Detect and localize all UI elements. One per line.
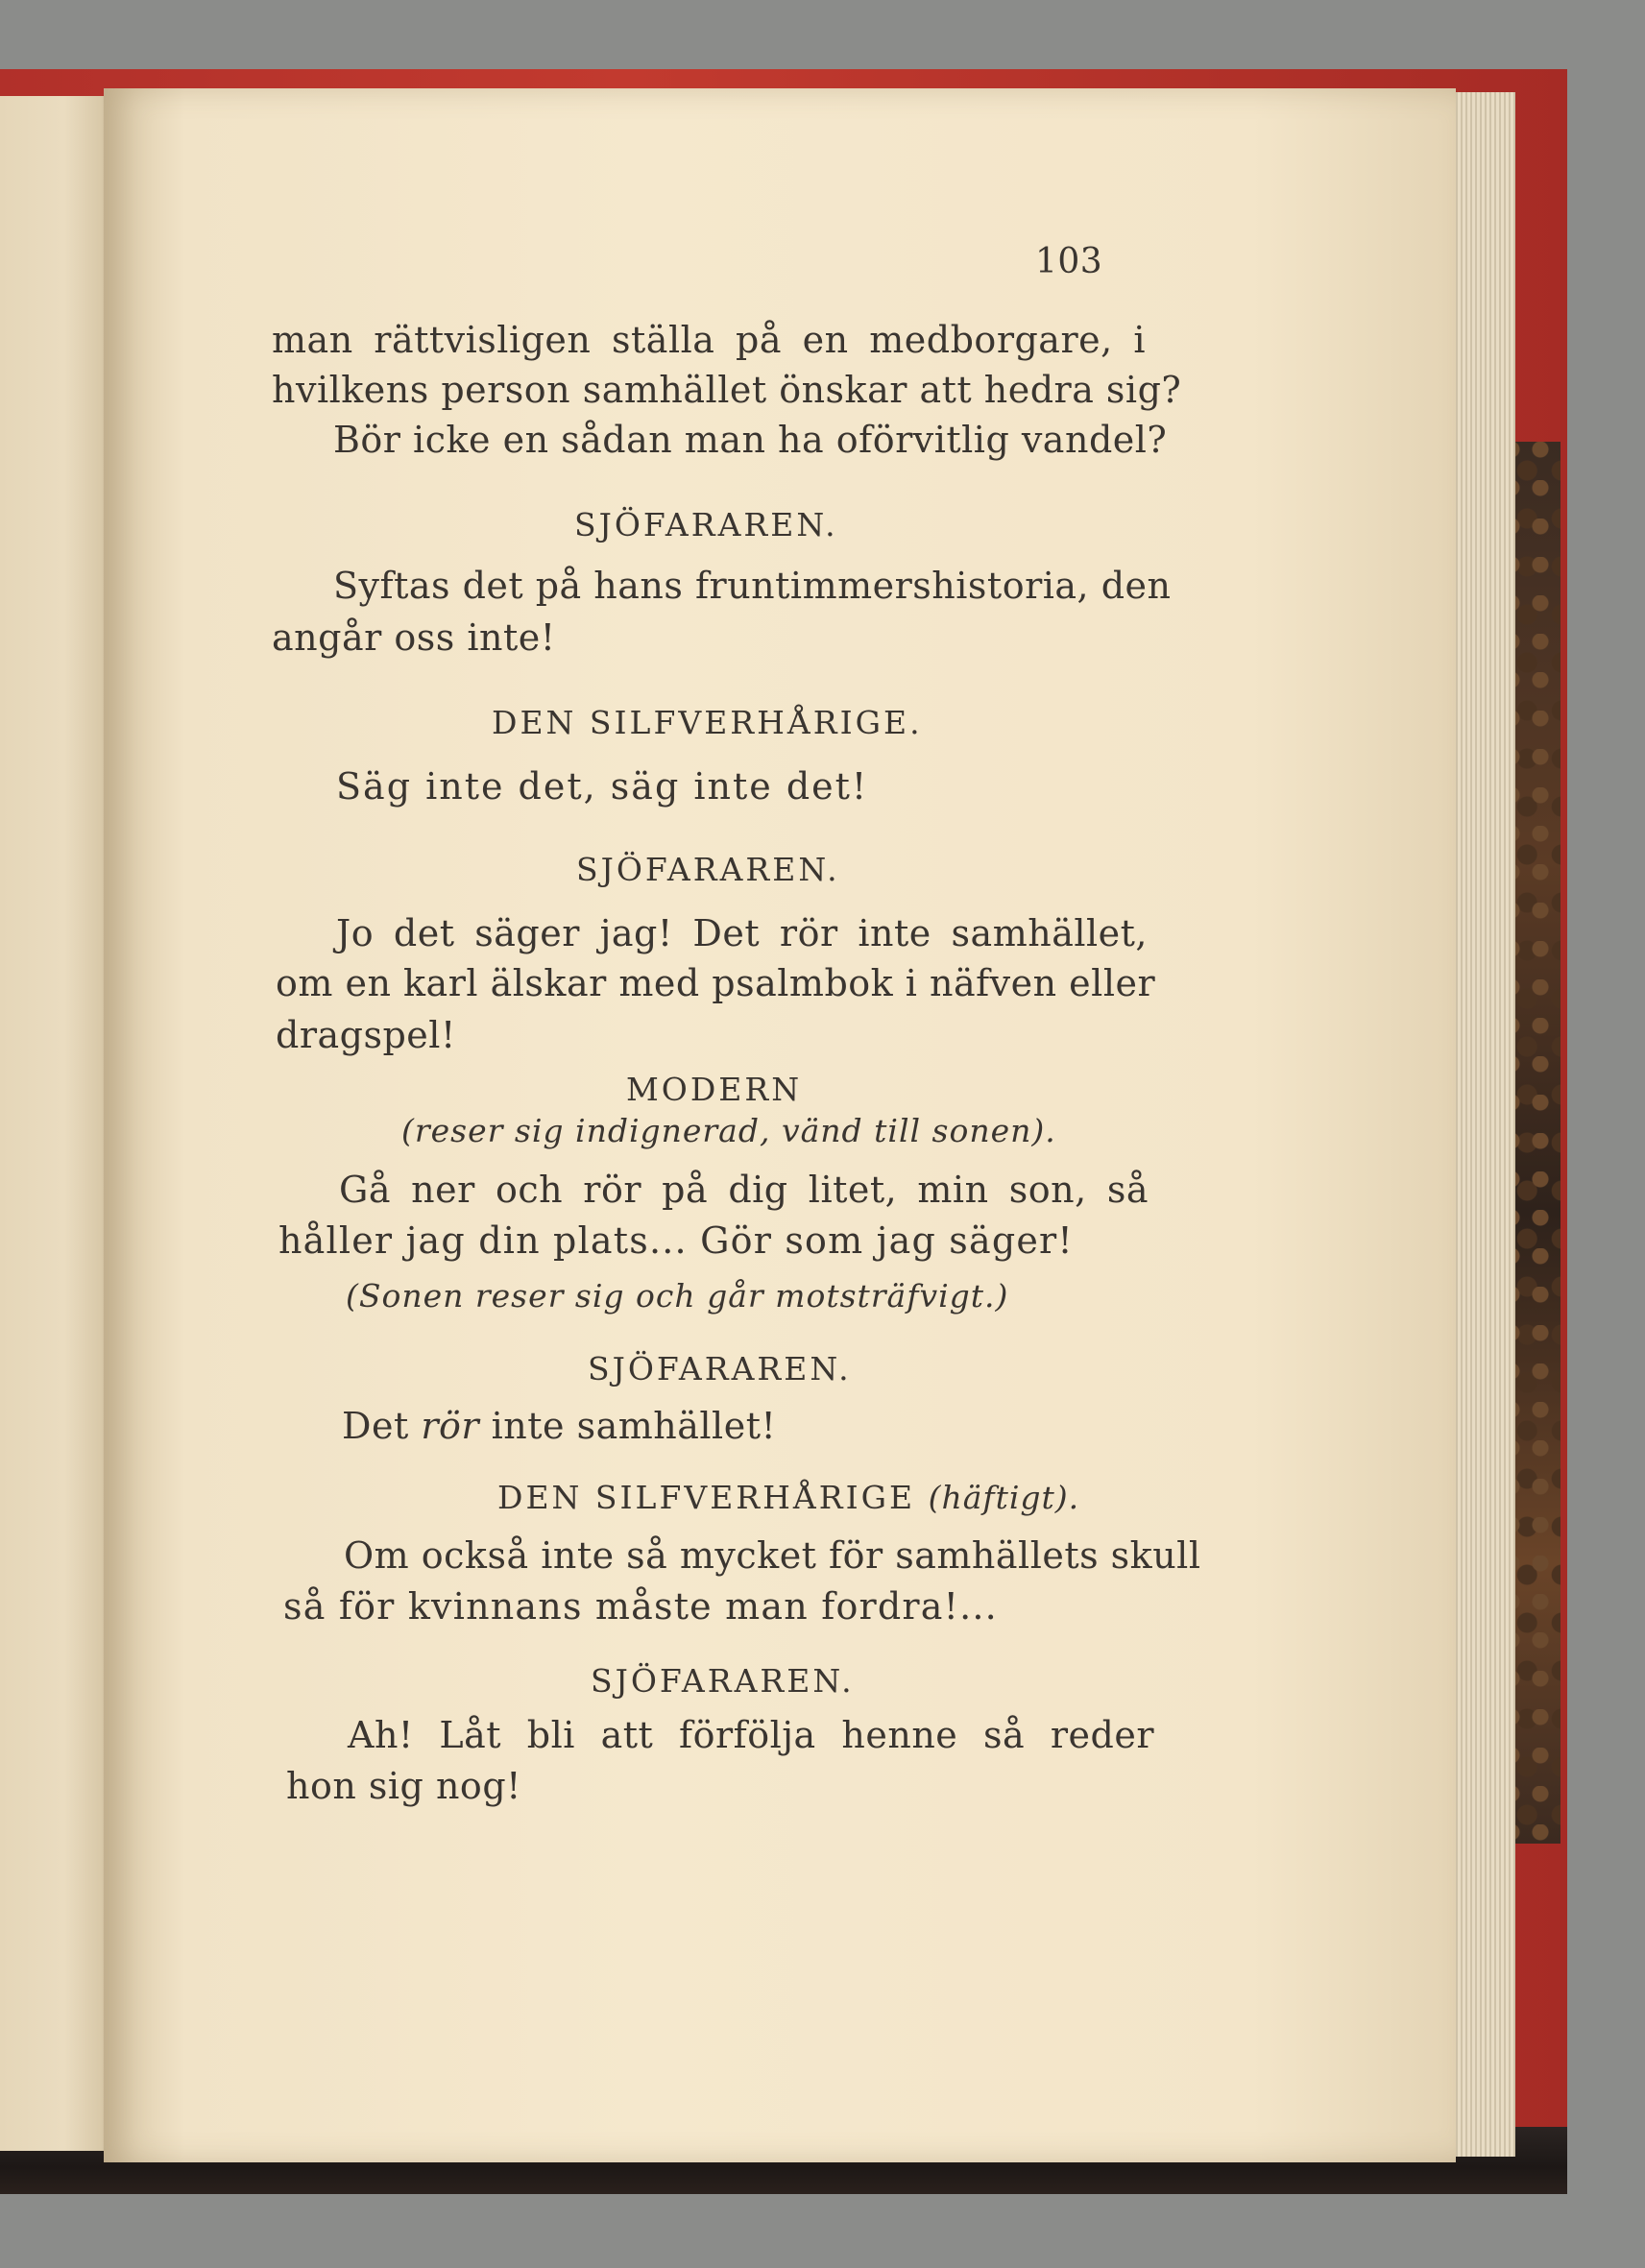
text-line: dragspel! bbox=[276, 1014, 456, 1056]
speaker-name: SJÖFARAREN. bbox=[591, 1662, 855, 1700]
text-line: om en karl älskar med psalmbok i näfven eller bbox=[276, 962, 1156, 1004]
speaker-name: SJÖFARAREN. bbox=[574, 506, 838, 543]
text-line: håller jag din plats... Gör som jag säger! bbox=[278, 1219, 1074, 1262]
text-line: så för kvinnans måste man fordra!... bbox=[283, 1585, 998, 1628]
speaker-name: SJÖFARAREN. bbox=[576, 851, 840, 888]
emphasis-word: rör bbox=[421, 1405, 480, 1447]
speaker-label: DEN SILFVERHÅRIGE bbox=[497, 1479, 929, 1516]
speaker-name: SJÖFARAREN. bbox=[588, 1350, 852, 1387]
text-segment: inte samhället! bbox=[479, 1405, 777, 1447]
text-line: hvilkens person samhället önskar att hedra sig? bbox=[272, 369, 1182, 411]
stage-direction: (Sonen reser sig och går motsträfvigt.) bbox=[346, 1277, 1009, 1315]
page-edges bbox=[1448, 92, 1515, 2157]
text-segment: Det bbox=[342, 1405, 422, 1447]
speaker-name: DEN SILFVERHÅRIGE. bbox=[492, 704, 923, 741]
left-page bbox=[0, 96, 108, 2151]
text-line: Ah! Låt bli att förfölja henne så reder bbox=[348, 1714, 1154, 1756]
speaker-name bbox=[497, 1479, 1079, 1516]
page-number: 103 bbox=[1035, 242, 1103, 281]
text-line: Om också inte så mycket för samhällets skull bbox=[344, 1534, 1201, 1577]
speaker-name: MODERN bbox=[626, 1071, 803, 1108]
text-line: Syftas det på hans fruntimmershistoria, den bbox=[333, 565, 1172, 607]
stage-direction-inline: (häftigt). bbox=[928, 1479, 1080, 1516]
text-line bbox=[342, 1405, 776, 1447]
text-line: Bör icke en sådan man ha oförvitlig vandel? bbox=[333, 419, 1168, 461]
text-line: angår oss inte! bbox=[272, 616, 556, 659]
text-line: hon sig nog! bbox=[286, 1765, 521, 1807]
text-line: Jo det säger jag! Det rör inte samhället, bbox=[336, 912, 1148, 954]
stage-direction: (reser sig indignerad, vänd till sonen). bbox=[401, 1112, 1056, 1149]
text-line: Gå ner och rör på dig litet, min son, så bbox=[339, 1169, 1149, 1211]
text-line: man rättvisligen ställa på en medborgare, i bbox=[272, 319, 1146, 361]
text-line: Säg inte det, säg inte det! bbox=[336, 765, 869, 808]
